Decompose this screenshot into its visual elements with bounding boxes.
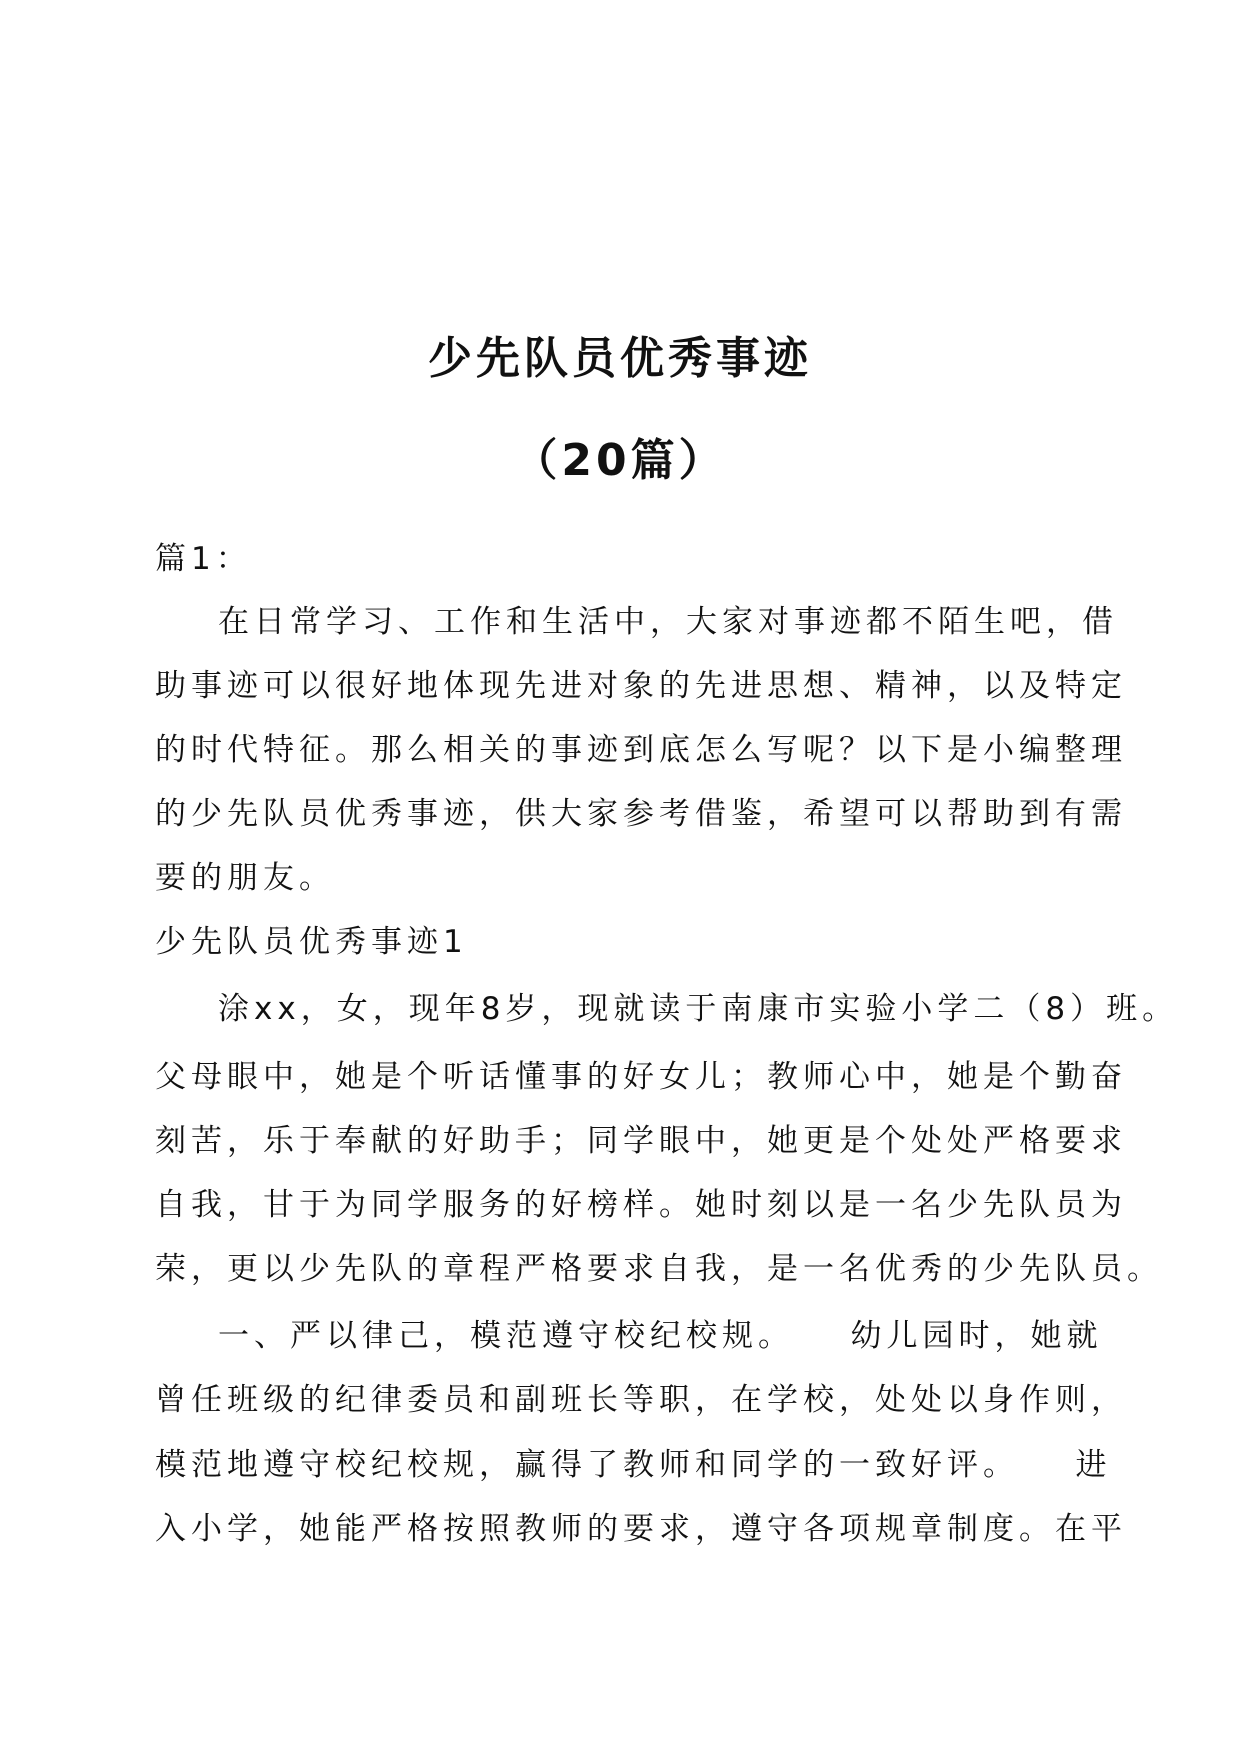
text-line: 曾任班级的纪律委员和副班长等职，在学校，处处以身作则， <box>155 1382 1127 1418</box>
text-line: 在日常学习、工作和生活中，大家对事迹都不陌生吧，借 <box>218 604 1118 640</box>
text-line: 要的朋友。 <box>155 860 335 896</box>
text-line: 自我，甘于为同学服务的好榜样。她时刻以是一名少先队员为 <box>155 1187 1127 1223</box>
document-title: 少先队员优秀事迹 <box>428 333 812 384</box>
section-heading: 篇1： <box>155 541 252 577</box>
text-line: 的时代特征。那么相关的事迹到底怎么写呢？以下是小编整理 <box>155 732 1127 768</box>
text-line: 荣，更以少先队的章程严格要求自我，是一名优秀的少先队员。 <box>155 1251 1163 1287</box>
text-line: 刻苦，乐于奉献的好助手；同学眼中，她更是个处处严格要求 <box>155 1123 1127 1159</box>
text-line: 助事迹可以很好地体现先进对象的先进思想、精神，以及特定 <box>155 668 1127 704</box>
text-line: 一、严以律己，模范遵守校纪校规。 幼儿园时，她就 <box>218 1318 1103 1354</box>
text-line: 涂xx，女，现年8岁，现就读于南康市实验小学二（8）班。 <box>218 991 1179 1027</box>
text-line: 的少先队员优秀事迹，供大家参考借鉴，希望可以帮助到有需 <box>155 796 1127 832</box>
document-subtitle: （20篇） <box>513 435 727 486</box>
story-heading: 少先队员优秀事迹1 <box>155 924 468 960</box>
text-line: 父母眼中，她是个听话懂事的好女儿；教师心中，她是个勤奋 <box>155 1059 1127 1095</box>
text-line: 模范地遵守校纪校规，赢得了教师和同学的一致好评。 进 <box>155 1447 1112 1483</box>
text-line: 入小学，她能严格按照教师的要求，遵守各项规章制度。在平 <box>155 1511 1127 1547</box>
